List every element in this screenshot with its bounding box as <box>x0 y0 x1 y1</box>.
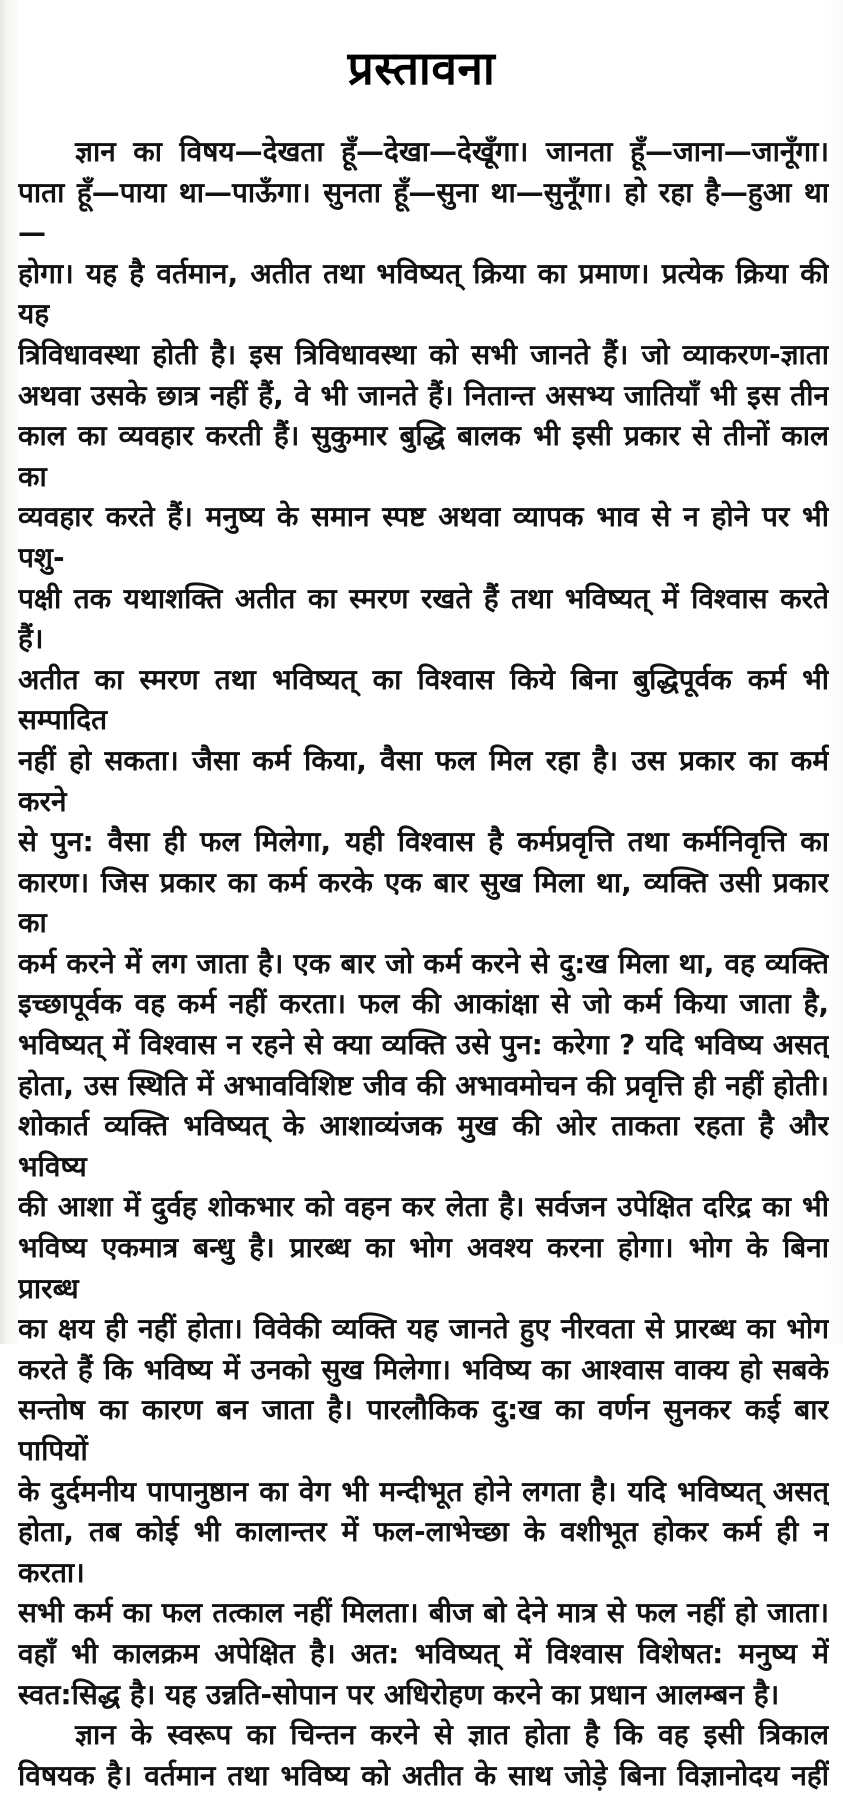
text-line: काल का व्यवहार करती हैं। सुकुमार बुद्धि बालक भी इसी प्रकार से तीनों काल का <box>18 419 829 493</box>
text-line: होता, तब कोई भी कालान्तर में फल-लाभेच्छा के वशीभूत होकर कर्म ही न करता। <box>18 1515 829 1589</box>
text-line: होगा। यह है वर्तमान, अतीत तथा भविष्यत् क्रिया का प्रमाण। प्रत्येक क्रिया की यह <box>18 256 829 331</box>
text-line: सभी कर्म का फल तत्काल नहीं मिलता। बीज बो देने मात्र से फल नहीं हो जाता। <box>18 1596 829 1630</box>
text-line: के दुर्दमनीय पापानुष्ठान का वेग भी मन्दीभूत होने लगता है। यदि भविष्यत् असत् <box>18 1474 829 1508</box>
text-line: शोकार्त व्यक्ति भविष्यत् के आशाव्यंजक मुख की ओर ताकता रहता है और भविष्य <box>18 1109 829 1183</box>
text-line: भविष्यत् में विश्वास न रहने से क्या व्यक्ति उसे पुन: करेगा ? यदि भविष्य असत् <box>18 1028 829 1062</box>
text-line: व्यवहार करते हैं। मनुष्य के समान स्पष्ट अथवा व्यापक भाव से न होने पर भी पशु- <box>18 500 829 574</box>
page-title: प्रस्तावना <box>347 41 496 95</box>
text-line: होता, उस स्थिति में अभावविशिष्ट जीव की अभावमोचन की प्रवृत्ति ही नहीं होती। <box>18 1068 829 1102</box>
paragraph-1 <box>18 132 829 1715</box>
text-line: स्वत:सिद्ध है। यह उन्नति-सोपान पर अधिरोहण करने का प्रधान आलम्बन है। <box>18 1677 780 1711</box>
text-line: की आशा में दुर्वह शोकभार को वहन कर लेता है। सर्वजन उपेक्षित दरिद्र का भी <box>18 1190 829 1224</box>
text-line: विषयक है। वर्तमान तथा भविष्य को अतीत के साथ जोड़े बिना विज्ञानोदय नहीं <box>18 1758 829 1792</box>
text-line: ज्ञान के स्वरूप का चिन्तन करने से ज्ञात होता है कि वह इसी त्रिकाल <box>75 1718 829 1752</box>
text-line: का क्षय ही नहीं होता। विवेकी व्यक्ति यह जानते हुए नीरवता से प्रारब्ध का भोग <box>18 1312 829 1346</box>
text-line: पक्षी तक यथाशक्ति अतीत का स्मरण रखते हैं तथा भविष्यत् में विश्वास करते हैं। <box>18 581 829 656</box>
text-line: अतीत का स्मरण तथा भविष्यत् का विश्वास किये बिना बुद्धिपूर्वक कर्म भी सम्पादित <box>18 662 829 737</box>
text-line: वहाँ भी कालक्रम अपेक्षित है। अत: भविष्यत् में विश्वास विशेषत: मनुष्य में <box>18 1636 829 1670</box>
text-line: सन्तोष का कारण बन जाता है। पारलौकिक दु:ख का वर्णन सुनकर कई बार पापियों <box>18 1393 829 1467</box>
paragraph-2 <box>18 1715 829 1796</box>
text-line: अथवा उसके छात्र नहीं हैं, वे भी जानते हैं। नितान्त असभ्य जातियाँ भी इस तीन <box>18 378 829 412</box>
text-line: त्रिविधावस्था होती है। इस त्रिविधावस्था को सभी जानते हैं। जो व्याकरण-ज्ञाता <box>18 337 829 371</box>
text-line: भविष्य एकमात्र बन्धु है। प्रारब्ध का भोग अवश्य करना होगा। भोग के बिना प्रारब्ध <box>18 1231 829 1305</box>
text-line: कारण। जिस प्रकार का कर्म करके एक बार सुख मिला था, व्यक्ति उसी प्रकार का <box>18 865 829 940</box>
text-line: पाता हूँ—पाया था—पाऊँगा। सुनता हूँ—सुना था—सुनूँगा। हो रहा है—हुआ था— <box>18 175 829 250</box>
text-line: ज्ञान का विषय—देखता हूँ—देखा—देखूँगा। जानता हूँ—जाना—जानूँगा। <box>75 135 829 168</box>
text-line: करते हैं कि भविष्य में उनको सुख मिलेगा। भविष्य का आश्वास वाक्य हो सबके <box>18 1352 829 1386</box>
page-body <box>18 132 829 1796</box>
text-line: से पुन: वैसा ही फल मिलेगा, यही विश्वास है कर्मप्रवृत्ति तथा कर्मनिवृत्ति का <box>18 825 829 859</box>
text-line: इच्छापूर्वक वह कर्म नहीं करता। फल की आकांक्षा से जो कर्म किया जाता है, <box>18 987 829 1021</box>
text-line: नहीं हो सकता। जैसा कर्म किया, वैसा फल मिल रहा है। उस प्रकार का कर्म करने <box>18 743 829 818</box>
text-line: कर्म करने में लग जाता है। एक बार जो कर्म करने से दु:ख मिला था, वह व्यक्ति <box>18 946 829 980</box>
